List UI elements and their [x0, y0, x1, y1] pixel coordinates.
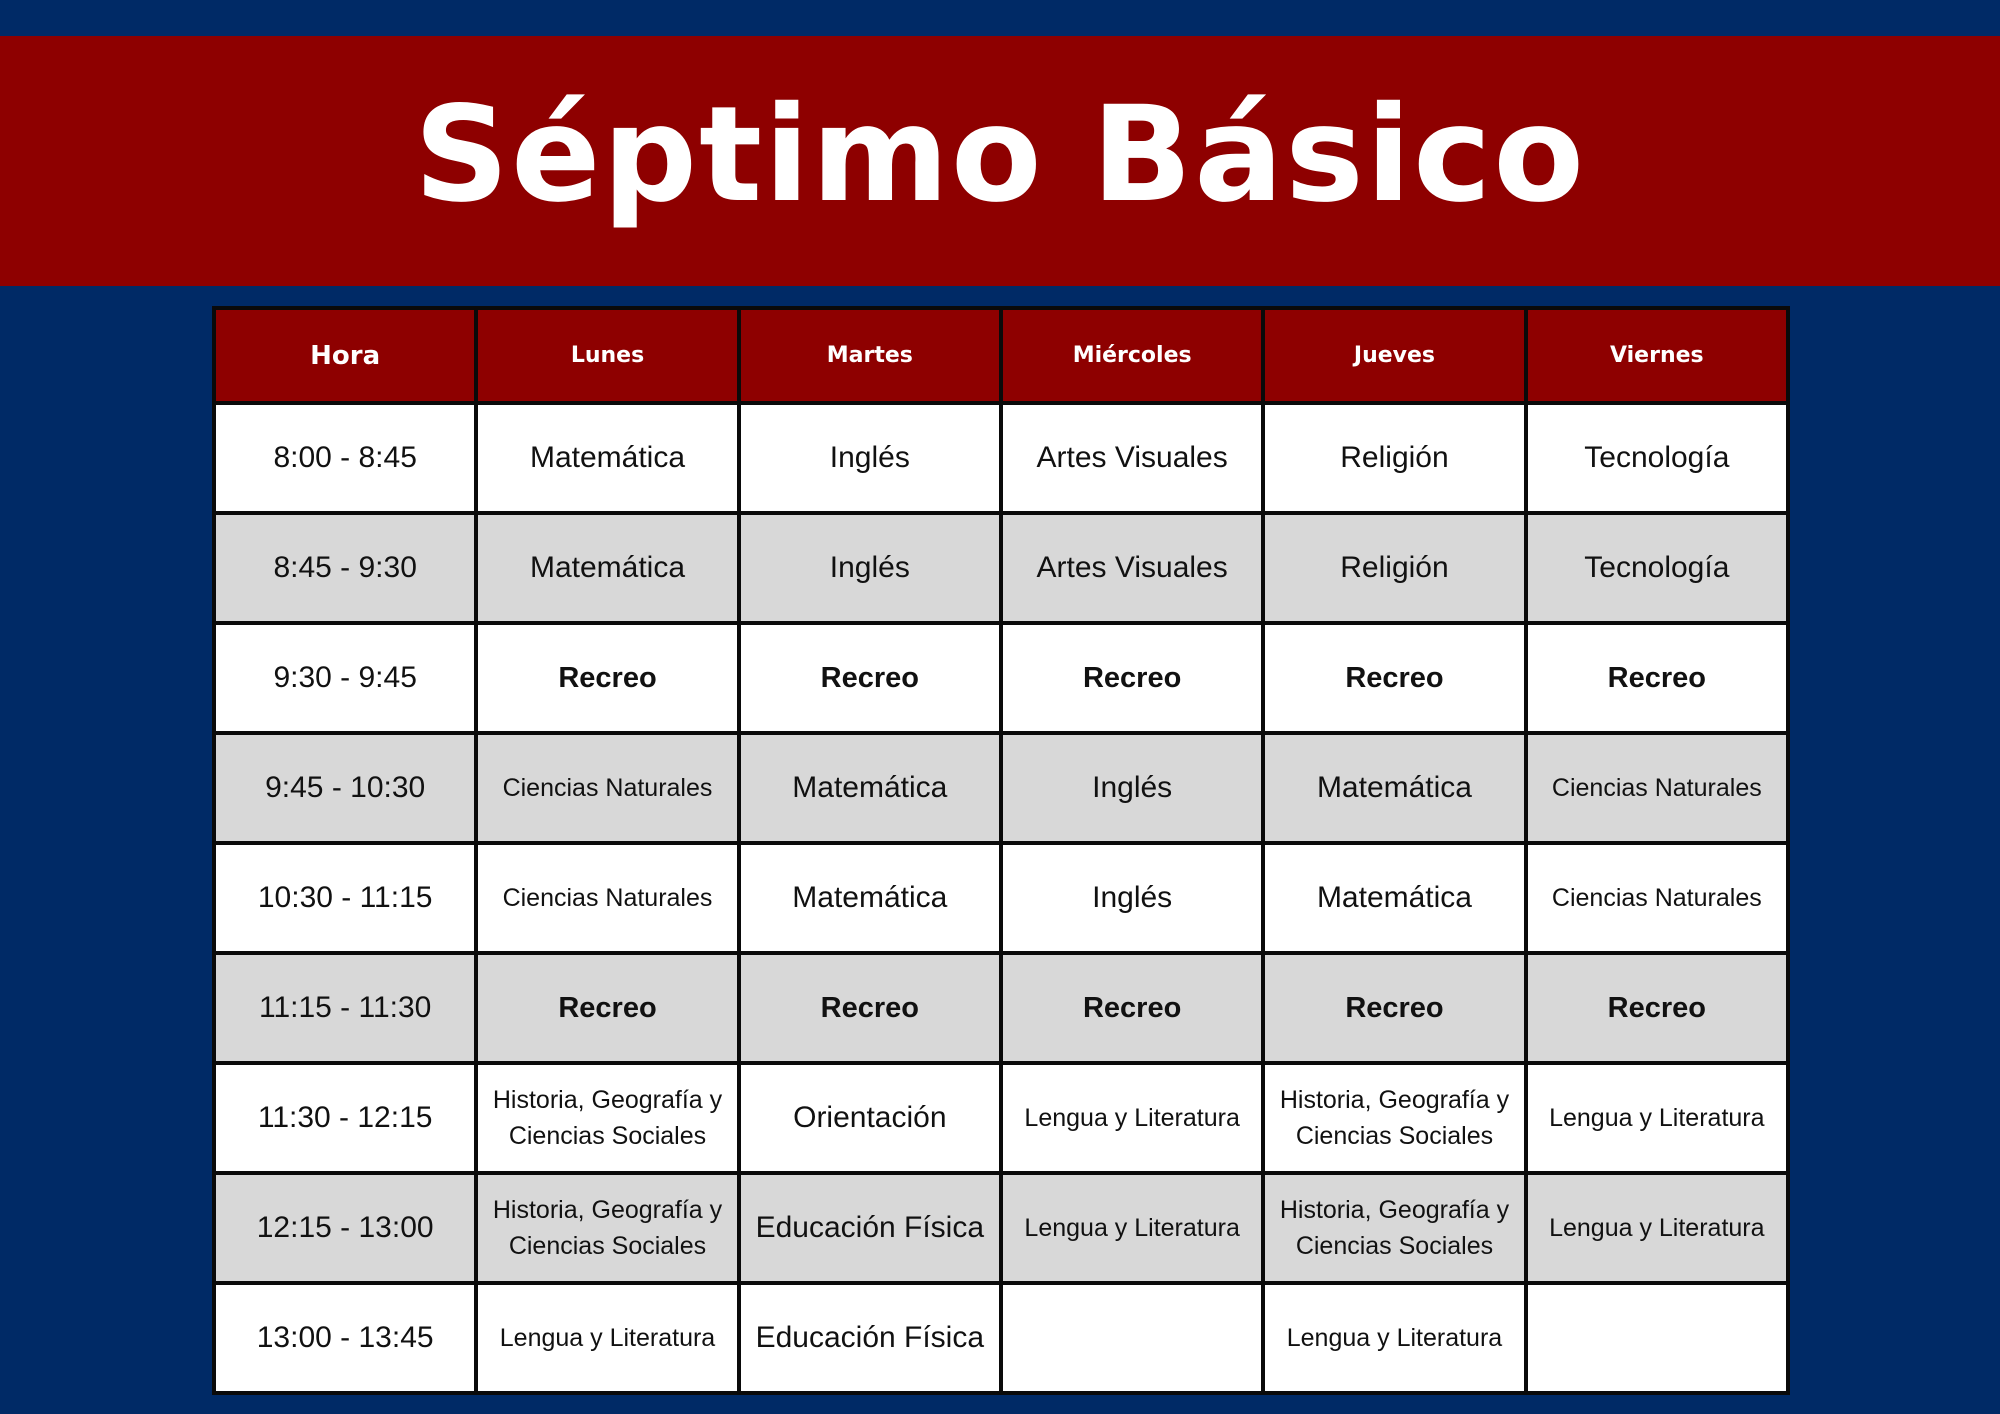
subject-cell: Lengua y Literatura: [476, 1283, 738, 1393]
subject-cell: Inglés: [1001, 843, 1263, 953]
recess-cell: Recreo: [1001, 623, 1263, 733]
title-banner: [0, 36, 2000, 286]
subject-cell: Artes Visuales: [1001, 513, 1263, 623]
subject-cell: Historia, Geografía y Ciencias Sociales: [476, 1173, 738, 1283]
schedule-row: [214, 733, 1788, 843]
recess-cell: Recreo: [1263, 623, 1525, 733]
subject-cell: Lengua y Literatura: [1526, 1063, 1788, 1173]
recess-cell: Recreo: [476, 953, 738, 1063]
subject-cell: Tecnología: [1526, 513, 1788, 623]
schedule-row: [214, 1063, 1788, 1173]
subject-cell: Historia, Geografía y Ciencias Sociales: [476, 1063, 738, 1173]
subject-cell: Inglés: [1001, 733, 1263, 843]
schedule-row: [214, 1173, 1788, 1283]
subject-cell: Historia, Geografía y Ciencias Sociales: [1263, 1063, 1525, 1173]
recess-cell: Recreo: [739, 623, 1001, 733]
time-slot: 13:00 - 13:45: [214, 1283, 476, 1393]
subject-cell: Inglés: [739, 513, 1001, 623]
subject-cell: Religión: [1263, 513, 1525, 623]
subject-cell: Educación Física: [739, 1173, 1001, 1283]
schedule-row: [214, 953, 1788, 1063]
recess-cell: Recreo: [739, 953, 1001, 1063]
subject-cell: Historia, Geografía y Ciencias Sociales: [1263, 1173, 1525, 1283]
recess-cell: Recreo: [1001, 953, 1263, 1063]
subject-cell: Matemática: [1263, 843, 1525, 953]
recess-cell: Recreo: [476, 623, 738, 733]
time-slot: 9:30 - 9:45: [214, 623, 476, 733]
recess-cell: Recreo: [1263, 953, 1525, 1063]
column-header-jueves: Jueves: [1263, 308, 1525, 403]
schedule-row: [214, 513, 1788, 623]
subject-cell: Ciencias Naturales: [476, 733, 738, 843]
recess-cell: Recreo: [1526, 953, 1788, 1063]
subject-cell: Orientación: [739, 1063, 1001, 1173]
schedule-row: [214, 1283, 1788, 1393]
time-slot: 12:15 - 13:00: [214, 1173, 476, 1283]
column-header-hora: Hora: [214, 308, 476, 403]
time-slot: 8:00 - 8:45: [214, 403, 476, 513]
column-header-viernes: Viernes: [1526, 308, 1788, 403]
column-header-lunes: Lunes: [476, 308, 738, 403]
subject-cell: Matemática: [739, 843, 1001, 953]
time-slot: 8:45 - 9:30: [214, 513, 476, 623]
subject-cell: Lengua y Literatura: [1001, 1173, 1263, 1283]
subject-cell: Religión: [1263, 403, 1525, 513]
time-slot: 10:30 - 11:15: [214, 843, 476, 953]
subject-cell: [1001, 1283, 1263, 1393]
subject-cell: Matemática: [476, 403, 738, 513]
column-header-martes: Martes: [739, 308, 1001, 403]
subject-cell: Artes Visuales: [1001, 403, 1263, 513]
subject-cell: Matemática: [476, 513, 738, 623]
schedule-row: [214, 623, 1788, 733]
subject-cell: Matemática: [739, 733, 1001, 843]
page-title: Séptimo Básico: [413, 78, 1587, 232]
subject-cell: Lengua y Literatura: [1263, 1283, 1525, 1393]
recess-cell: Recreo: [1526, 623, 1788, 733]
schedule-table: [212, 306, 1790, 1395]
subject-cell: Lengua y Literatura: [1001, 1063, 1263, 1173]
time-slot: 9:45 - 10:30: [214, 733, 476, 843]
schedule-row: [214, 843, 1788, 953]
subject-cell: Matemática: [1263, 733, 1525, 843]
time-slot: 11:30 - 12:15: [214, 1063, 476, 1173]
subject-cell: Educación Física: [739, 1283, 1001, 1393]
schedule-row: [214, 403, 1788, 513]
subject-cell: [1526, 1283, 1788, 1393]
subject-cell: Tecnología: [1526, 403, 1788, 513]
column-header-miercoles: Miércoles: [1001, 308, 1263, 403]
time-slot: 11:15 - 11:30: [214, 953, 476, 1063]
header-row: [214, 308, 1788, 403]
subject-cell: Ciencias Naturales: [476, 843, 738, 953]
subject-cell: Lengua y Literatura: [1526, 1173, 1788, 1283]
subject-cell: Ciencias Naturales: [1526, 733, 1788, 843]
subject-cell: Ciencias Naturales: [1526, 843, 1788, 953]
subject-cell: Inglés: [739, 403, 1001, 513]
